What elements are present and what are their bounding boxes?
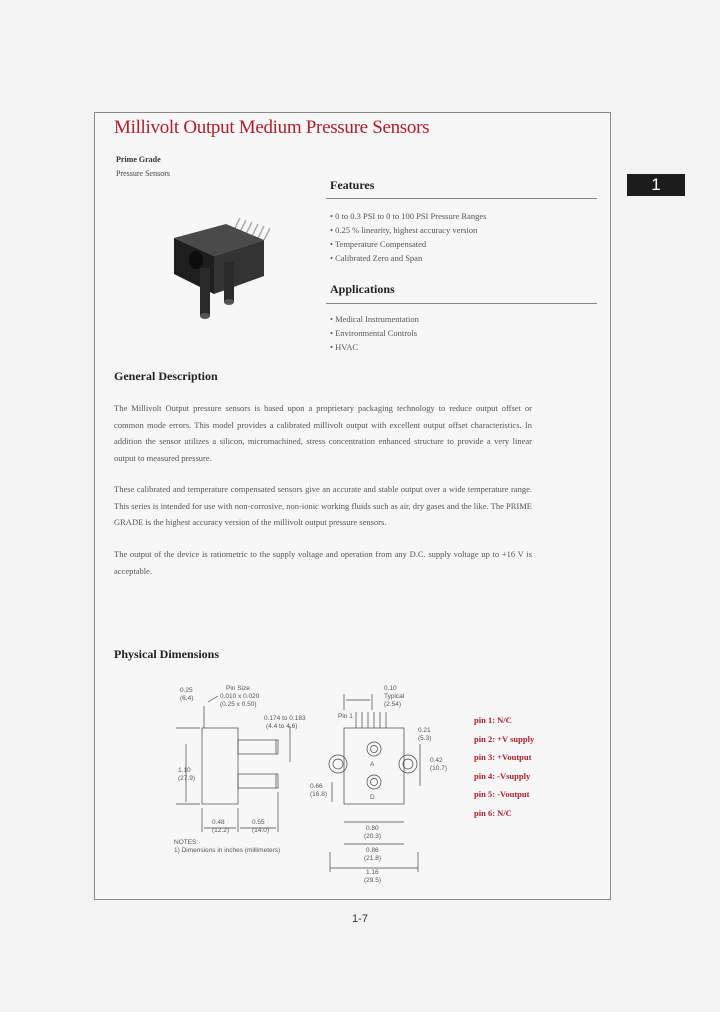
pin-row: pin 6: N/C: [474, 807, 512, 818]
dim-086-mm: (21.8): [364, 855, 381, 862]
notes-label: NOTES:: [174, 839, 199, 846]
page-title: Millivolt Output Medium Pressure Sensors: [114, 117, 430, 138]
dim-010-mm: (2.54): [384, 701, 401, 708]
dim-pin-value: 0.010 x 0.020: [220, 693, 260, 700]
description-paragraph-2: These calibrated and temperature compensated sensors give an accurate and stable output over a wide temperature range. This series is intended for use with non-corrosive, non-ionic working fluids such as air, dry gases and the like. The PRIME GRADE is the highest accuracy version of the millivolt output pressure sensors.: [114, 484, 532, 527]
dim-080-mm: (20.3): [364, 833, 381, 840]
dim-typical: Typical: [384, 693, 405, 700]
dim-025-mm: (6.4): [180, 695, 194, 702]
feature-item: • 0 to 0.3 PSI to 0 to 100 PSI Pressure Ranges: [330, 211, 487, 221]
general-description-heading: General Description: [114, 369, 218, 383]
sensor-product-image: [160, 212, 280, 332]
front-view-drawing: [308, 682, 468, 887]
category-label: Pressure Sensors: [116, 169, 170, 178]
side-port-upper: [238, 740, 278, 754]
right-port: [399, 755, 417, 773]
dim-110-mm: (27.9): [178, 775, 195, 782]
port-a-label: A: [370, 761, 375, 768]
dim-010: 0.10: [384, 685, 397, 692]
pin-row: pin 1: N/C: [474, 715, 512, 725]
port-a: [367, 742, 381, 756]
chapter-tab: 1: [627, 174, 685, 196]
applications-list: [330, 312, 419, 354]
dim-0174: 0.174 to 0.183: [264, 715, 306, 722]
dim-pin-mm: (0.25 x 0.50): [220, 701, 257, 708]
applications-heading: Applications: [330, 282, 395, 296]
grade-label: Prime Grade: [116, 155, 161, 164]
dim-0174-mm: (4.4 to 4.6): [266, 723, 298, 730]
dim-042: 0.42: [430, 757, 443, 764]
applications-divider: [326, 303, 597, 304]
application-item: • Medical Instrumentation: [330, 314, 419, 324]
port-d-label: D: [370, 794, 375, 801]
feature-item: • Temperature Compensated: [330, 239, 427, 249]
feature-item: • Calibrated Zero and Span: [330, 253, 423, 263]
application-item: • Environmental Controls: [330, 328, 418, 338]
features-list: [330, 209, 486, 265]
pin-row: pin 3: +Voutput: [474, 752, 532, 762]
pin-1-label: Pin 1: [338, 713, 353, 720]
dim-025: 0.25: [180, 687, 193, 694]
note-1: 1) Dimensions in inches (millimeters): [174, 847, 281, 854]
dim-048: 0.48: [212, 819, 225, 826]
description-paragraph-3: The output of the device is ratiometric to the supply voltage and operation from any D.C. supply voltage up to +16 V is acceptable.: [114, 549, 532, 576]
dim-066-mm: (16.8): [310, 791, 327, 798]
dim-021: 0.21: [418, 727, 431, 734]
dim-080: 0.80: [366, 825, 379, 832]
pin-row: pin 4: -Vsupply: [474, 770, 531, 781]
side-port-lower: [238, 774, 278, 788]
dim-116-mm: (29.5): [364, 877, 381, 884]
side-body-outline: [202, 728, 238, 804]
dim-055-mm: (14.0): [252, 827, 269, 834]
side-view-drawing: [168, 682, 308, 867]
dim-021-mm: (5.3): [418, 735, 432, 742]
pin-row: pin 5: -Voutput: [474, 789, 530, 799]
dim-048-mm: (12.2): [212, 827, 229, 834]
dim-086: 0.86: [366, 847, 379, 854]
feature-item: • 0.25 % linearity, highest accuracy version: [330, 225, 478, 235]
physical-dimensions-heading: Physical Dimensions: [114, 647, 220, 661]
description-paragraph-1: The Millivolt Output pressure sensors is based upon a proprietary packaging technology to reduce output offset or common mode errors. This model provides a calibrated millivolt output with excellent output offset characteristics. In addition the sensor utilizes a silicon, micromachined, stress concentration enhanced structure to provide a very linear output to measured pressure.: [114, 403, 532, 463]
page-number: 1-7: [352, 913, 368, 925]
pinout-list: [474, 711, 534, 822]
pin-row: pin 2: +V supply: [474, 733, 535, 744]
port-d: [367, 775, 381, 789]
dim-055: 0.55: [252, 819, 265, 826]
dim-042-mm: (10.7): [430, 765, 447, 772]
dim-066: 0.66: [310, 783, 323, 790]
dim-110: 1.10: [178, 767, 191, 774]
dim-116: 1.16: [366, 869, 379, 876]
port-hole: [189, 251, 203, 269]
features-heading: Features: [330, 178, 375, 192]
dim-pin-size: Pin Size: [226, 685, 250, 692]
application-item: • HVAC: [330, 342, 359, 352]
features-divider: [326, 198, 597, 199]
